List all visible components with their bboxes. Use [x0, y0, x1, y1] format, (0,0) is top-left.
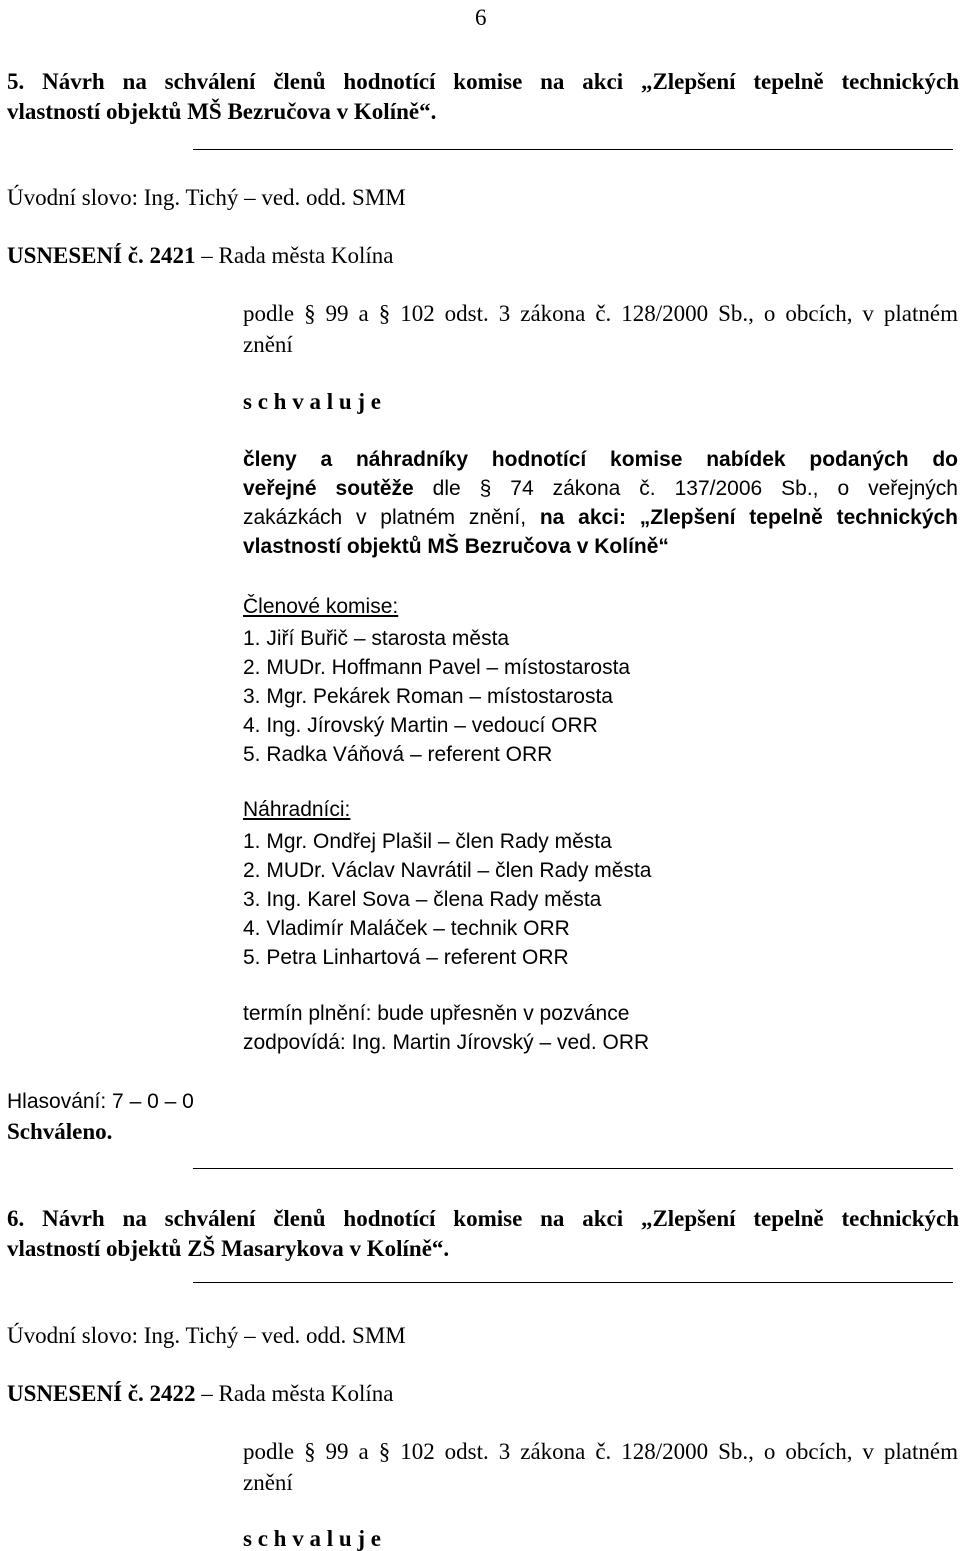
approved-status: Schváleno. [7, 1119, 113, 1144]
section6-heading-line2: vlastností objektů ZŠ Masarykova v Kolíně“. [7, 1236, 450, 1261]
list-item: 2. MUDr. Václav Navrátil – člen Rady města [243, 859, 652, 882]
section6-legal-basis [243, 1440, 958, 1494]
legal-basis-line2: znění [243, 332, 293, 357]
responsible: zodpovídá: Ing. Martin Jírovský – ved. ORR [243, 1031, 650, 1054]
list-item: 3. Ing. Karel Sova – člena Rady města [243, 888, 602, 911]
description-line1: členy a náhradníky hodnotící komise nabídek podaných do [243, 448, 958, 471]
members-list [243, 624, 630, 769]
page-number: 6 [475, 5, 487, 30]
description-line2 [243, 478, 958, 499]
description-regular-part: dle § 74 zákona č. 137/2006 Sb., o veřejných [432, 477, 958, 500]
list-item: 3. Mgr. Pekárek Roman – místostarosta [243, 685, 613, 708]
approves-label: s c h v a l u j e [243, 1526, 381, 1551]
list-item: 5. Radka Váňová – referent ORR [243, 743, 553, 766]
divider [193, 1282, 953, 1283]
description-line3 [243, 507, 958, 528]
substitutes-list [243, 827, 651, 972]
section6-heading-line1: 6. Návrh na schválení členů hodnotící komise na akci „Zlepšení tepelně technických [7, 1206, 959, 1231]
description-bold-part: veřejné soutěže [243, 477, 414, 500]
list-item: 1. Mgr. Ondřej Plašil – člen Rady města [243, 830, 612, 853]
description-plain-part: zakázkách v platném znění, [243, 506, 527, 529]
section6-intro: Úvodní slovo: Ing. Tichý – ved. odd. SMM [7, 1323, 406, 1348]
approves-label: s c h v a l u j e [243, 389, 381, 414]
resolution-body: – Rada města Kolína [201, 243, 394, 268]
list-item: 2. MUDr. Hoffmann Pavel – místostarosta [243, 656, 631, 679]
resolution-body: – Rada města Kolína [201, 1381, 394, 1406]
divider [193, 149, 953, 150]
deadline: termín plnění: bude upřesněn v pozvánce [243, 1002, 630, 1025]
substitutes-title: Náhradníci: [243, 798, 351, 821]
section5-intro: Úvodní slovo: Ing. Tichý – ved. odd. SMM [7, 185, 406, 210]
section5-heading [7, 70, 959, 123]
section5-description [243, 449, 958, 557]
resolution-number: USNESENÍ č. 2421 [7, 243, 196, 268]
divider [193, 1168, 953, 1169]
list-item: 1. Jiří Buřič – starosta města [243, 627, 510, 650]
section5-resolution [7, 244, 394, 267]
legal-basis-line1: podle § 99 a § 102 odst. 3 zákona č. 128/2000 Sb., o obcích, v platném [243, 301, 958, 326]
legal-basis-line2: znění [243, 1470, 293, 1495]
list-item: 4. Ing. Jírovský Martin – vedoucí ORR [243, 714, 598, 737]
section5-heading-line2: vlastností objektů MŠ Bezručova v Kolíně“. [7, 99, 437, 124]
section5-heading-line1: 5. Návrh na schválení členů hodnotící komise na akci „Zlepšení tepelně technických [7, 69, 959, 94]
list-item: 5. Petra Linhartová – referent ORR [243, 946, 569, 969]
section6-resolution [7, 1382, 394, 1405]
resolution-number: USNESENÍ č. 2422 [7, 1381, 196, 1406]
members-title: Členové komise: [243, 595, 399, 618]
section5-legal-basis [243, 302, 958, 356]
section6-heading [7, 1207, 959, 1260]
vote-result: Hlasování: 7 – 0 – 0 [7, 1090, 194, 1113]
description-line4: vlastností objektů MŠ Bezručova v Kolíně“ [243, 535, 669, 558]
description-action-part: na akci: „Zlepšení tepelně technických [539, 506, 959, 529]
legal-basis-line1: podle § 99 a § 102 odst. 3 zákona č. 128/2000 Sb., o obcích, v platném [243, 1439, 958, 1464]
list-item: 4. Vladimír Maláček – technik ORR [243, 917, 570, 940]
